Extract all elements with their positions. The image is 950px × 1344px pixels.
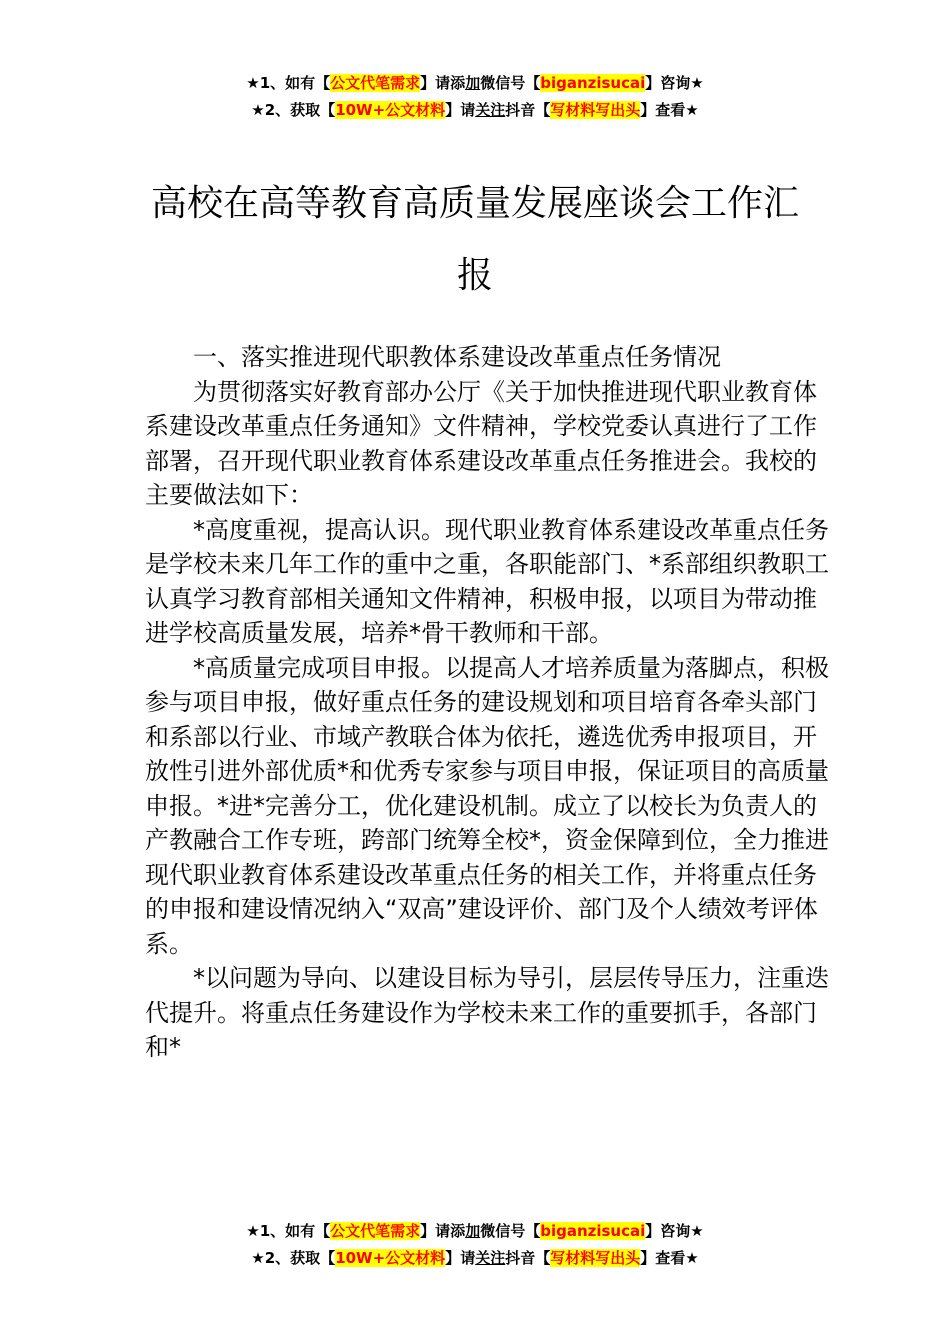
banner-underlined-text: 加 xyxy=(465,74,481,92)
banner-underlined-text: 关注 xyxy=(475,1249,506,1267)
banner-text: ★2、获取【 xyxy=(251,101,336,119)
banner-text: ★2、获取【 xyxy=(251,1249,336,1267)
banner-line-2 xyxy=(0,97,950,124)
banner-text: 微信号【 xyxy=(480,1222,541,1240)
banner-text: ★1、如有【 xyxy=(246,74,331,92)
header-banner xyxy=(0,70,950,124)
banner-text: 】咨询★ xyxy=(645,74,704,92)
body-paragraph: *高度重视，提高认识。现代职业教育体系建设改革重点任务是学校未来几年工作的重中之重，各职能部门、*系部组织教职工认真学习教育部相关通知文件精神，积极申报，以项目为带动推进学校高质量发展，培养*骨干教师和干部。 xyxy=(145,515,829,647)
body-paragraph: 为贯彻落实好教育部办公厅《关于加快推进现代职业教育体系建设改革重点任务通知》文件精神，学校党委认真进行了工作部署，召开现代职业教育体系建设改革重点任务推进会。我校的主要做法如下： xyxy=(145,377,817,509)
banner-highlight: 10W+公文材料 xyxy=(335,1249,446,1267)
banner-underlined-text: 关注 xyxy=(475,101,506,119)
banner-underlined-text: 加 xyxy=(465,1222,481,1240)
banner-text: 微信号【 xyxy=(480,74,541,92)
document-body xyxy=(145,340,835,1065)
banner-line-1 xyxy=(0,1218,950,1245)
footer-banner xyxy=(0,1218,950,1272)
banner-highlight: 公文代笔需求 xyxy=(330,1222,421,1240)
document-title: 高校在高等教育高质量发展座谈会工作汇报 xyxy=(150,183,799,296)
banner-text: 】请添 xyxy=(420,74,466,92)
banner-text: 】请 xyxy=(445,1249,476,1267)
banner-text: 】咨询★ xyxy=(645,1222,704,1240)
section-heading: 一、落实推进现代职教体系建设改革重点任务情况 xyxy=(193,343,721,371)
banner-highlight: biganzisucai xyxy=(540,74,646,92)
banner-line-2 xyxy=(0,1245,950,1272)
banner-text: 】查看★ xyxy=(640,1249,699,1267)
banner-line-1 xyxy=(0,70,950,97)
banner-highlight: 写材料写出头 xyxy=(550,1249,641,1267)
banner-text: ★1、如有【 xyxy=(246,1222,331,1240)
banner-highlight: 公文代笔需求 xyxy=(330,74,421,92)
banner-text: 】请添 xyxy=(420,1222,466,1240)
banner-text: 抖音【 xyxy=(505,101,551,119)
banner-text: 抖音【 xyxy=(505,1249,551,1267)
banner-highlight: 写材料写出头 xyxy=(550,101,641,119)
body-paragraph: *以问题为导向、以建设目标为导引，层层传导压力，注重迭代提升。将重点任务建设作为学校未来工作的重要抓手，各部门和* xyxy=(145,964,829,1061)
banner-text: 】查看★ xyxy=(640,101,699,119)
banner-text: 】请 xyxy=(445,101,476,119)
banner-highlight: biganzisucai xyxy=(540,1222,646,1240)
body-paragraph: *高质量完成项目申报。以提高人才培养质量为落脚点，积极参与项目申报，做好重点任务的建设规划和项目培育各牵头部门和系部以行业、市域产教联合体为依托，遴选优秀申报项目，开放性引进外部优质*和优秀专家参与项目申报，保证项目的高质量申报。*进*完善分工，优化建设机制。成立了以校长为负责人的产教融合工作专班，跨部门统筹全校*，资金保障到位，全力推进现代职业教育体系建设改革重点任务的相关工作，并将重点任务的申报和建设情况纳入“双高”建设评价、部门及个人绩效考评体系。 xyxy=(145,653,829,958)
banner-highlight: 10W+公文材料 xyxy=(335,101,446,119)
